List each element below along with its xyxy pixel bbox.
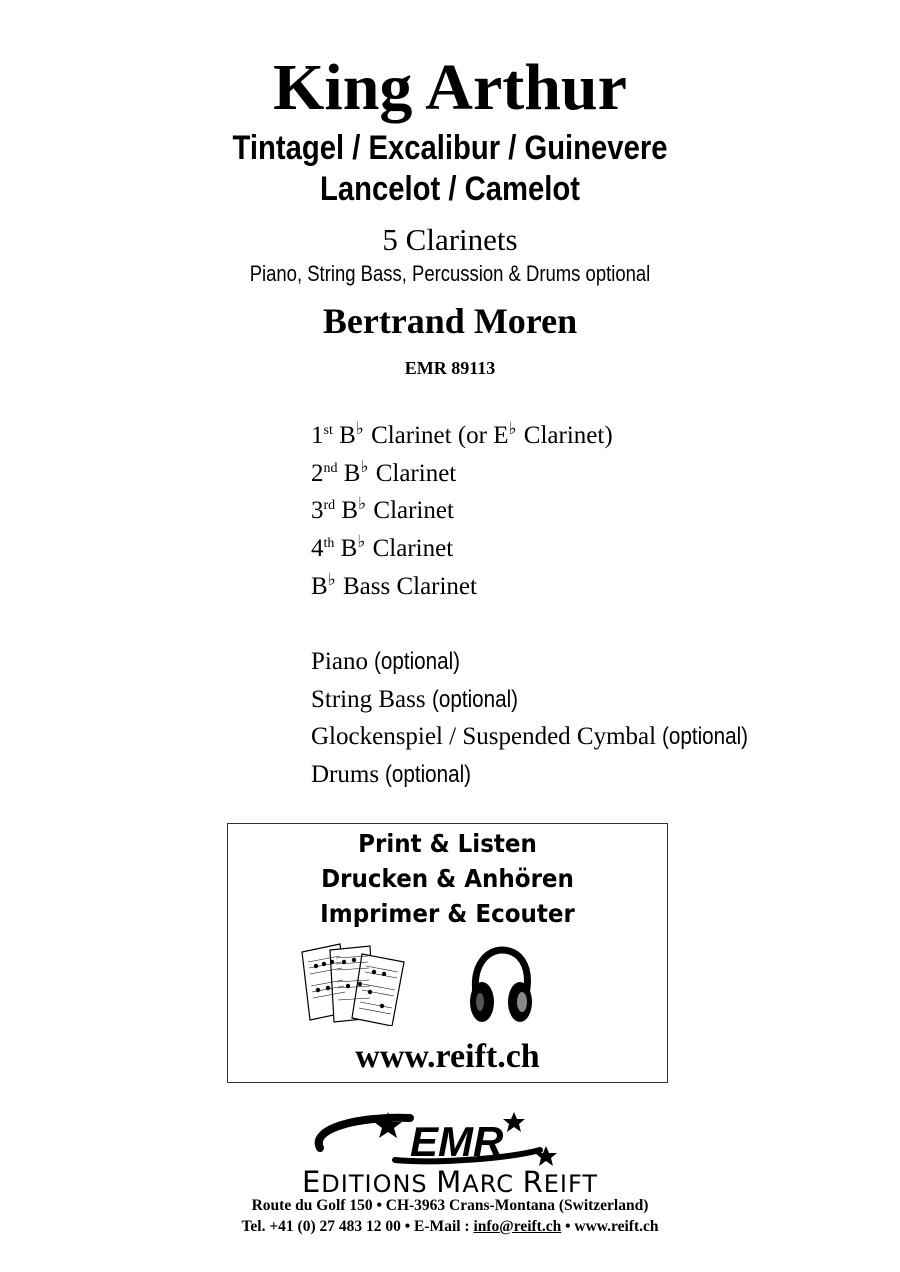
part-clarinet-2: 2nd B♭ Clarinet <box>311 456 457 487</box>
optional-instruments: Piano, String Bass, Percussion & Drums optional <box>249 261 651 286</box>
headphones-icon <box>466 946 536 1026</box>
part-bass-clarinet: B♭ Bass Clarinet <box>311 569 477 600</box>
publisher-contact: Tel. +41 (0) 27 483 12 00 • E-Mail : info@reift.ch • www.reift.ch <box>241 1218 659 1235</box>
page-title: King Arthur <box>273 51 627 124</box>
website-link[interactable]: www.reift.ch <box>355 1038 540 1075</box>
email-link[interactable]: info@reift.ch <box>473 1218 562 1235</box>
optional-parts-list <box>311 643 762 794</box>
clarinet-parts-list <box>311 417 613 605</box>
part-string-bass: String Bass (optional) <box>311 685 518 713</box>
emr-logo <box>300 1108 600 1168</box>
part-piano: Piano (optional) <box>311 648 461 675</box>
part-clarinet-3: 3rd B♭ Clarinet <box>311 494 454 525</box>
part-glockenspiel: Glockenspiel / Suspended Cymbal (optional) <box>311 723 749 751</box>
catalog-number: EMR 89113 <box>404 358 496 378</box>
promo-line-french: Imprimer & Ecouter <box>320 899 575 928</box>
composer: Bertrand Moren <box>322 301 578 341</box>
part-drums: Drums (optional) <box>311 761 472 789</box>
emr-logo-text: EMR <box>410 1118 504 1165</box>
publisher-name: EDITIONS MARC REIFT <box>301 1165 599 1199</box>
promo-line-german: Drucken & Anhören <box>321 864 574 893</box>
sheet-music-icon <box>300 942 412 1026</box>
scoring: 5 Clarinets <box>382 222 518 257</box>
print-listen-box <box>227 823 668 1083</box>
part-clarinet-4: 4th B♭ Clarinet <box>311 532 454 563</box>
subtitle-movements-1: Tintagel / Excalibur / Guinevere <box>232 129 668 167</box>
promo-line-english: Print & Listen <box>358 829 537 858</box>
publisher-address: Route du Golf 150 • CH-3963 Crans-Montana (Switzerland) <box>251 1197 649 1214</box>
part-clarinet-1: 1st B♭ Clarinet (or E♭ Clarinet) <box>311 419 613 449</box>
subtitle-movements-2: Lancelot / Camelot <box>320 170 580 208</box>
